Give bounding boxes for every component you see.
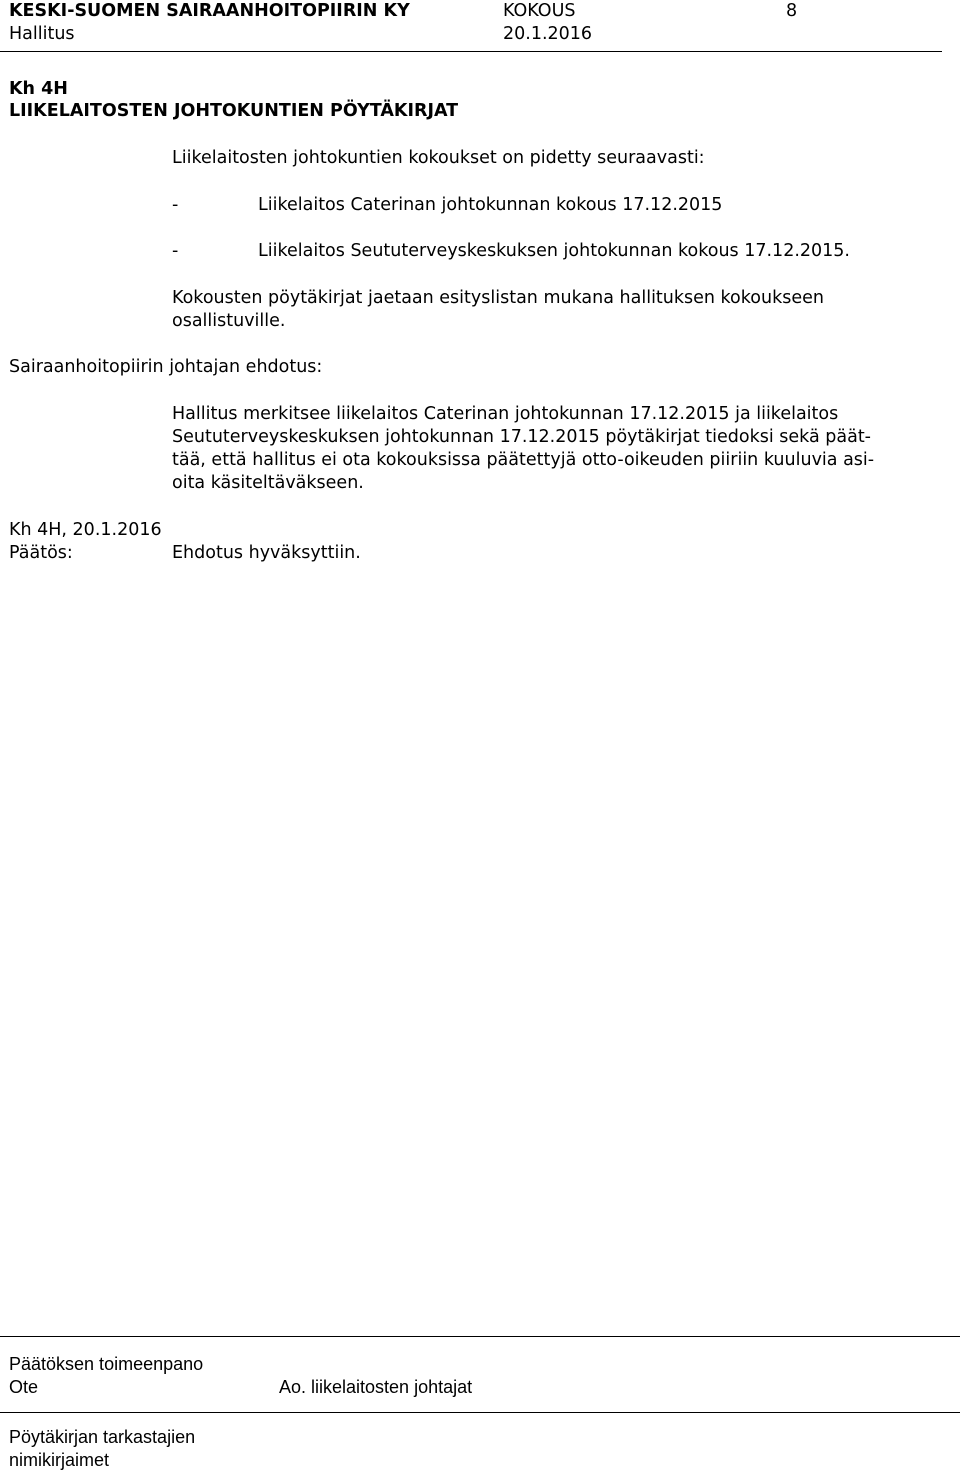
- proposal-label: Sairaanhoitopiirin johtajan ehdotus:: [9, 357, 323, 377]
- decision-reference: Kh 4H, 20.1.2016: [9, 520, 162, 540]
- section-title: LIIKELAITOSTEN JOHTOKUNTIEN PÖYTÄKIRJAT: [9, 101, 459, 121]
- section-intro: Liikelaitosten johtokuntien kokoukset on pidetty seuraavasti:: [172, 148, 705, 168]
- list-item-bullet: -: [172, 195, 179, 215]
- footer-divider-lower: [0, 1412, 960, 1413]
- header-date: 20.1.2016: [503, 24, 593, 44]
- decision-text: Ehdotus hyväksyttiin.: [172, 543, 361, 563]
- header-page-number: 8: [786, 1, 798, 21]
- footer-extract-value: Ao. liikelaitosten johtajat: [279, 1377, 473, 1397]
- section-number: Kh 4H: [9, 79, 68, 99]
- footer-extract-label: Ote: [9, 1377, 39, 1397]
- note-line: Kokousten pöytäkirjat jaetaan esityslistan mukana hallituksen kokoukseen: [172, 288, 824, 308]
- header-divider: [0, 51, 942, 52]
- list-item: Liikelaitos Caterinan johtokunnan kokous 17.12.2015: [258, 195, 723, 215]
- decision-label: Päätös:: [9, 543, 73, 563]
- proposal-text: [172, 403, 874, 495]
- footer-divider: [0, 1336, 960, 1337]
- header-organization: KESKI-SUOMEN SAIRAANHOITOPIIRIN KY: [9, 1, 410, 21]
- header-body-name: Hallitus: [9, 24, 75, 44]
- section-note: [172, 287, 824, 333]
- list-item-bullet: -: [172, 241, 179, 261]
- list-item: Liikelaitos Seututerveyskeskuksen johtokunnan kokous 17.12.2015.: [258, 241, 850, 261]
- footer-reviewers-label: Pöytäkirjan tarkastajien: [9, 1427, 196, 1447]
- note-line: osallistuville.: [172, 311, 286, 331]
- proposal-line: Hallitus merkitsee liikelaitos Caterinan johtokunnan 17.12.2015 ja liikelaitos: [172, 404, 839, 424]
- footer-reviewers-label-cont: nimikirjaimet: [9, 1450, 110, 1470]
- proposal-line: oita käsiteltäväkseen.: [172, 473, 364, 493]
- header-doc-type: KOKOUS: [503, 1, 576, 21]
- proposal-line: Seututerveyskeskuksen johtokunnan 17.12.2015 pöytäkirjat tiedoksi sekä päät-: [172, 427, 872, 447]
- proposal-line: tää, että hallitus ei ota kokouksissa päätettyjä otto-oikeuden piiriin kuuluvia asi-: [172, 450, 875, 470]
- footer-implementation-label: Päätöksen toimeenpano: [9, 1354, 204, 1374]
